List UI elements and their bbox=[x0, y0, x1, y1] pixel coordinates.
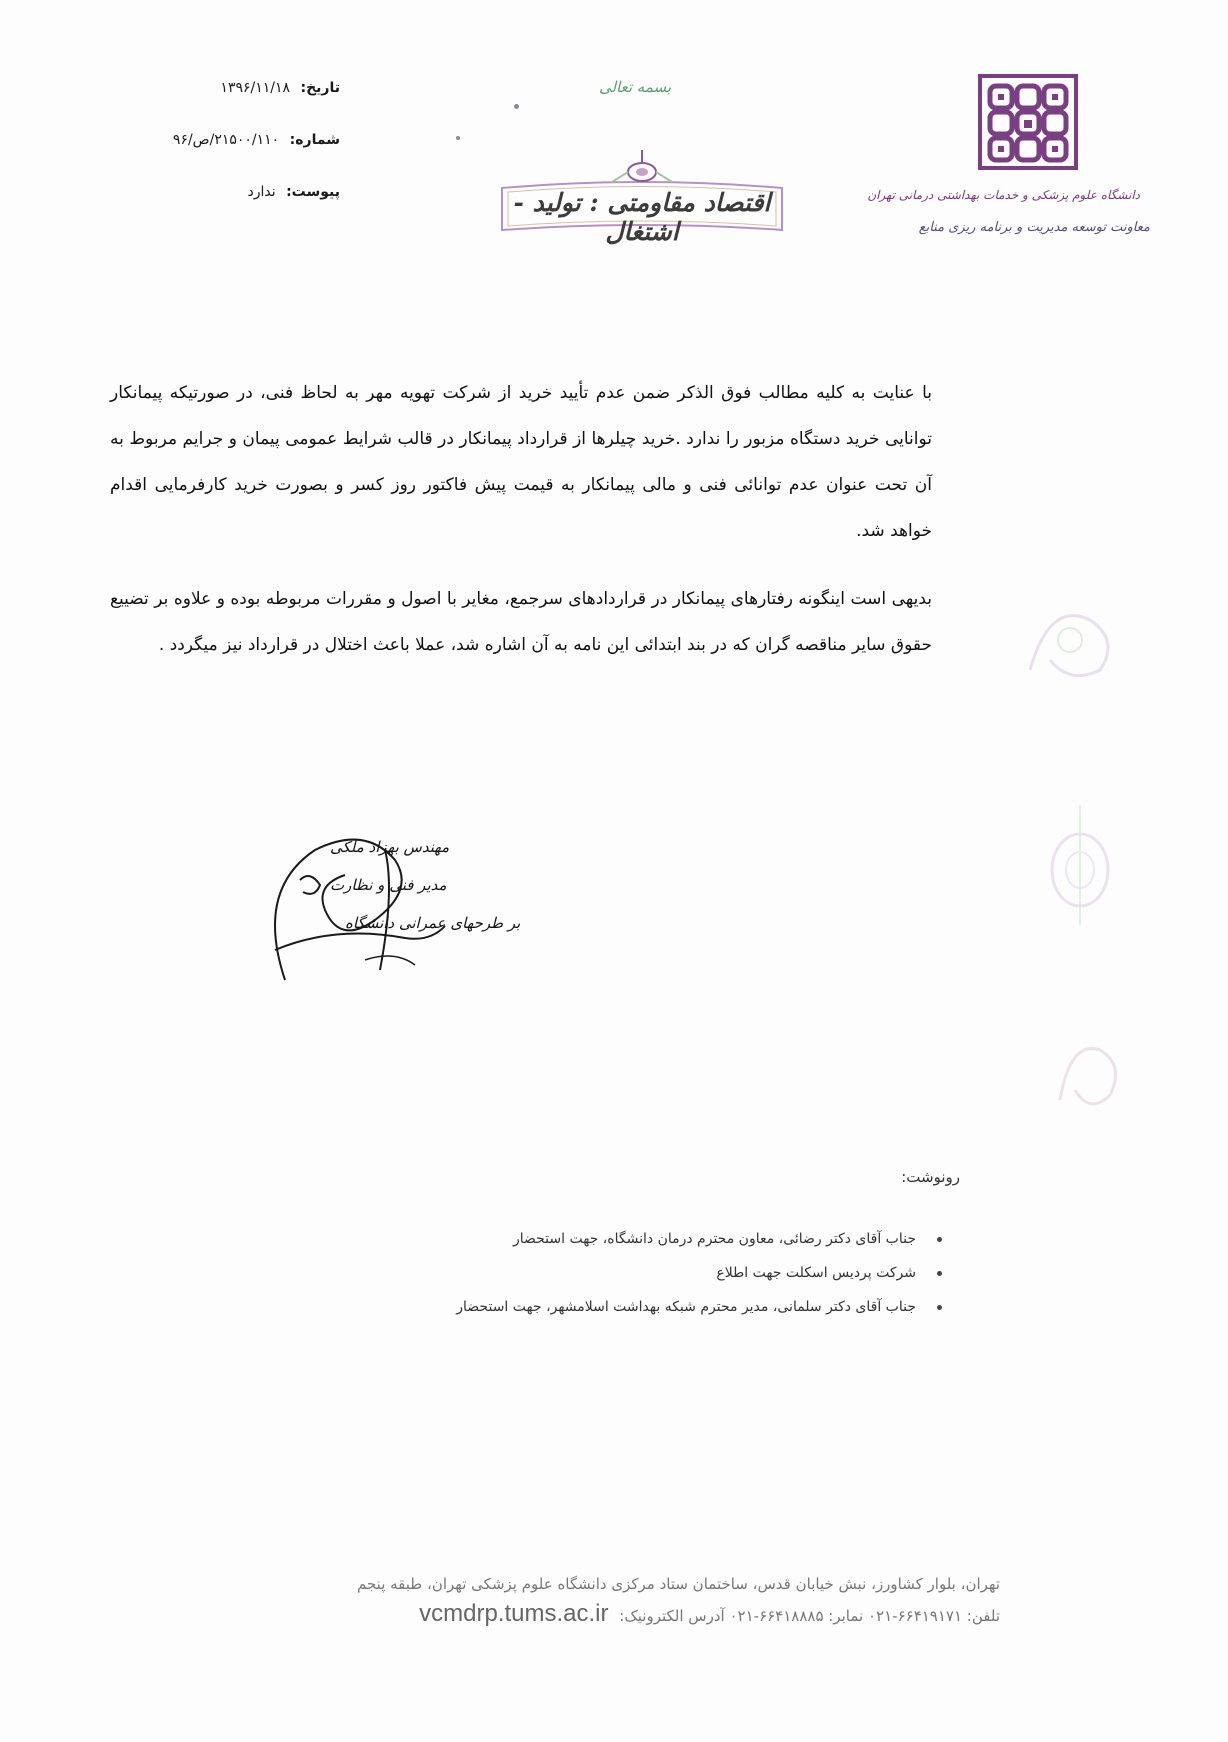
footer-contact bbox=[240, 1600, 1000, 1628]
decorative-dot bbox=[456, 136, 460, 140]
letter-body bbox=[110, 370, 932, 690]
logo-block bbox=[867, 70, 1150, 260]
watermark-ornament-icon bbox=[1050, 1030, 1130, 1120]
decorative-dot bbox=[514, 104, 519, 109]
footer-address: تهران، بلوار کشاورز، نبش خیابان قدس، ساختمان ستاد مرکزی دانشگاه علوم پزشکی تهران، طبقه پنجم bbox=[357, 1575, 1000, 1593]
body-paragraph-1: با عنایت به کلیه مطالب فوق الذکر ضمن عدم تأیید خرید از شرکت تهویه مهر به لحاظ فنی، در صورتیکه پیمانکار توانایی خرید دستگاه مزبور را ندارد .خرید چیلرها از قرارداد پیمانکار در قالب شرایط عمومی پیمان و جرایم مربوط به آن تحت عنوان عدم توانائی فنی و مالی پیمانکار به قیمت پیش فاکتور روز کسر و بصورت خرید کارفرمایی اقدام خواهد شد. bbox=[110, 383, 932, 541]
date-row bbox=[130, 80, 340, 132]
signatory-title: مدیر فنی و نظارت bbox=[330, 876, 447, 894]
university-logo-icon bbox=[978, 74, 1078, 170]
date-value: ۱۳۹۶/۱۱/۱۸ bbox=[220, 80, 291, 96]
cc-item: جناب آقای دکتر رضائی، معاون محترم درمان دانشگاه، جهت استحضار bbox=[320, 1222, 930, 1256]
attachment-value: ندارد bbox=[247, 184, 276, 200]
cc-list bbox=[320, 1222, 946, 1324]
cc-title: رونوشت: bbox=[901, 1168, 960, 1186]
cc-item: جناب آقای دکتر سلمانی، مدیر محترم شبکه بهداشت اسلامشهر، جهت استحضار bbox=[320, 1290, 930, 1324]
motto-text: اقتصاد مقاومتی : تولید - اشتغال bbox=[513, 188, 771, 246]
organization-name: دانشگاه علوم پزشکی و خدمات بهداشتی درمانی تهران bbox=[867, 188, 1140, 202]
footer-phone-fax: تلفن: ۶۶۴۱۹۱۷۱-۰۲۱ نمابر: ۶۶۴۱۸۸۸۵-۰۲۱ آدرس الکترونیک: bbox=[619, 1607, 1000, 1625]
number-row bbox=[130, 132, 340, 184]
attachment-row bbox=[130, 184, 340, 236]
letter-meta bbox=[130, 80, 340, 236]
watermark-ornament-icon bbox=[1040, 800, 1120, 930]
watermark-ornament-icon bbox=[1010, 590, 1130, 690]
attachment-label: پیوست: bbox=[286, 184, 340, 200]
department-name: معاونت توسعه مدیریت و برنامه ریزی منابع bbox=[918, 220, 1150, 235]
signatory-department: بر طرحهای عمرانی دانشگاه bbox=[345, 914, 521, 932]
number-label: شماره: bbox=[289, 132, 340, 148]
basmala-heading: بسمه تعالی bbox=[598, 78, 672, 96]
date-label: تاریخ: bbox=[300, 80, 340, 96]
number-value: ۲۱۵۰۰/۱۱۰/ص/۹۶ bbox=[172, 132, 280, 148]
signatory-name: مهندس بهزاد ملکی bbox=[330, 838, 450, 856]
footer-website-link[interactable]: vcmdrp.tums.ac.ir bbox=[419, 1600, 609, 1627]
body-paragraph-2: بدیهی است اینگونه رفتارهای پیمانکار در قراردادهای سرجمع، مغایر با اصول و مقررات مربوطه بوده و علاوه بر تضییع حقوق سایر مناقصه گران که در بند ابتدائی این نامه به آن اشاره شد، عملا باعث اختلال در قرارداد نیز میگردد . bbox=[110, 589, 932, 655]
cc-item: شرکت پردیس اسکلت جهت اطلاع bbox=[320, 1256, 930, 1290]
